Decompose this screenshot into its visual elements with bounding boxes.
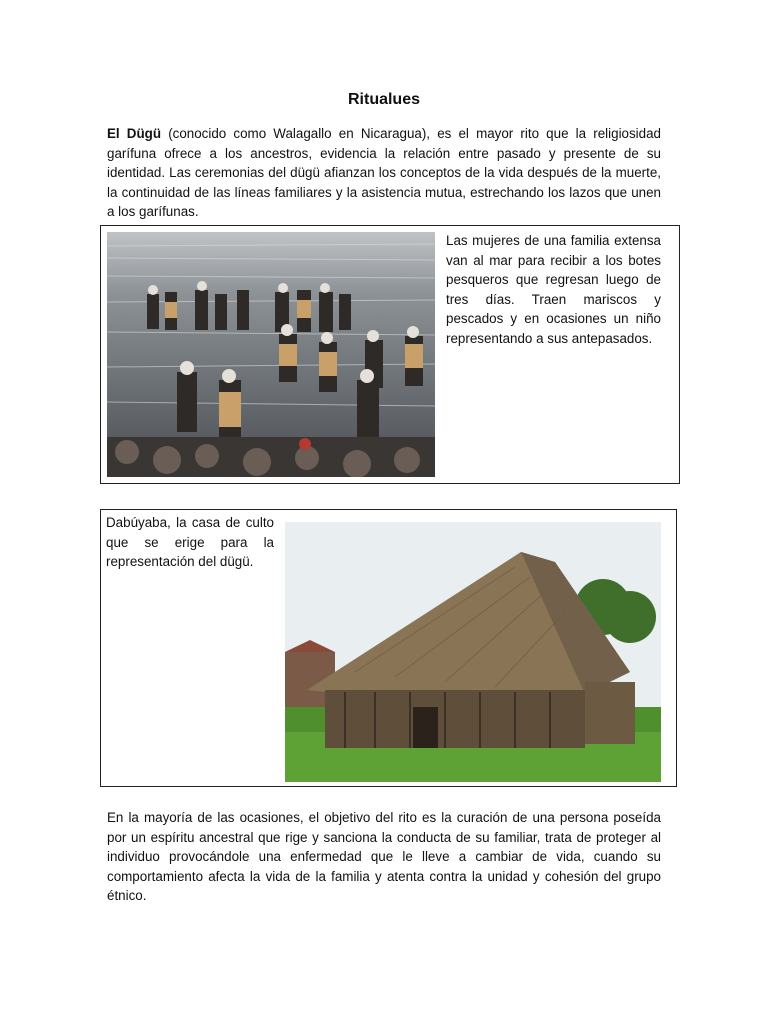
intro-bold-term: El Dügü [107,126,162,141]
figure-box-sea [100,225,680,484]
sea-ceremony-photo [107,232,435,477]
page-title: Ritualues [347,91,420,108]
sea-caption: Las mujeres de una familia extensa van al mar para recibir a los botes pesqueros que regresan luego de tres días. Traen mariscos y pescados y en ocasiones un niño representando a sus antepasados. [446,233,661,346]
house-caption: Dabúyaba, la casa de culto que se erige para la representación del dügü. [106,515,274,569]
closing-paragraph: En la mayoría de las ocasiones, el objetivo del rito es la curación de una persona poseída por un espíritu ancestral que rige y sanciona la conducta de su familiar, trata de proteger al individuo provocándole una enfermedad que le lleve a cambiar de vida, cuando su comportamiento afecta la vida de la familia y atenta contra la unidad y cohesión del grupo étnico. [107,810,661,903]
thatched-house-photo [285,522,661,782]
intro-paragraph [107,124,661,222]
figure-box-house [100,509,677,787]
intro-text: (conocido como Walagallo en Nicaragua), es el mayor rito que la religiosidad garífuna ofrece a los ancestros, evidencia la relación entre pasado y presente de su identidad. Las ceremonias del dügü afianzan los conceptos de la vida después de la muerte, la continuidad de las líneas familiares y la asistencia mutua, estrechando los lazos que unen a los garífunas. [107,126,662,219]
